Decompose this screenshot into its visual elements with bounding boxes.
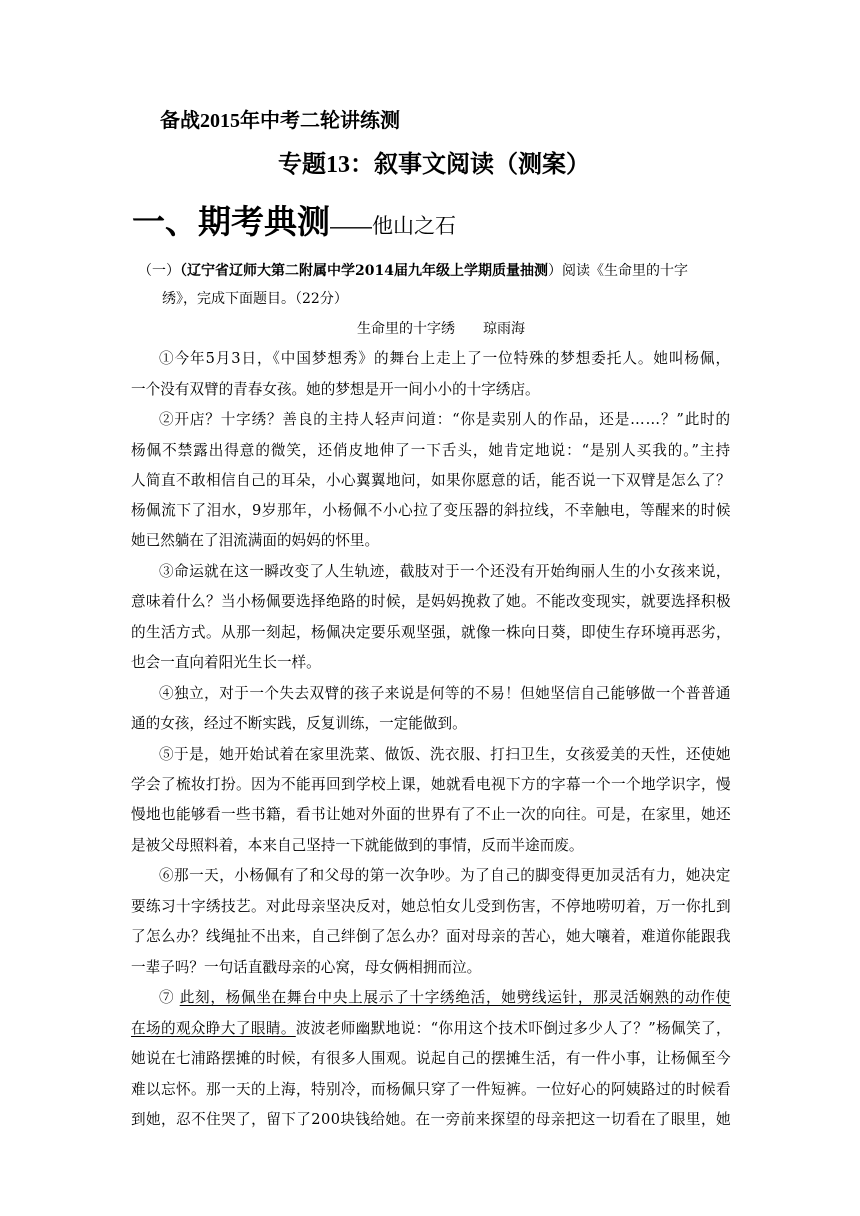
text-line: 的生活方式。从那一刻起，杨佩决定要乐观坚强，就像一株向日葵，即使生存环境再恶劣， [131,624,731,641]
text-line: 她说在七浦路摆摊的时候，有很多人围观。说起自己的摆摊生活，有一件小事，让杨佩至今 [131,1050,731,1067]
text-line: 杨佩不禁露出得意的微笑，还俏皮地伸了一下舌头，她肯定地说：“是别人买我的。”主持 [131,442,731,459]
para-number: ⑦ [159,989,175,1006]
text-line: ⑥那一天，小杨佩有了和父母的第一次争吵。为了自己的脚变得更加灵活有力，她决定 [159,867,731,884]
text-line [159,986,731,1007]
section-heading [132,196,456,243]
text-line: ⑤于是，她开始试着在家里洗菜、做饭、洗衣服、打扫卫生，女孩爱美的天性，还使她 [159,746,731,763]
text-line: 难以忘怀。那一天的上海，特别冷，而杨佩只穿了一件短裤。一位好心的阿姨路过的时候看 [131,1081,731,1098]
underlined-text: 在场的观众睁大了眼睛。 [131,1020,296,1037]
text-line: 学会了梳妆打扮。因为不能再回到学校上课，她就看电视下方的字幕一个一个地学识字，慢 [131,776,731,793]
article-title-line [357,318,525,338]
text-line: ④独立，对于一个失去双臂的孩子来说是何等的不易！但她坚信自己能够做一个普普通 [159,685,731,702]
text-line: 意味着什么？当小杨佩要选择绝路的时候，是妈妈挽救了她。不能改变现实，就要选择积极 [131,593,731,610]
section-main: 一、期考典测 [132,205,330,241]
article-author: 琼雨海 [483,321,525,337]
text-line: 杨佩流下了泪水，9岁那年，小杨佩不小心拉了变压器的斜拉线，不幸触电，等醒来的时候 [131,502,731,519]
text-line: 通的女孩，经过不断实践，反复训练，一定能做到。 [131,715,467,732]
question-source [138,260,688,280]
text-line: 到她，忍不住哭了，留下了200块钱给她。在一旁前来探望的母亲把这一切看在了眼里，她 [131,1111,731,1128]
text-line: 了怎么办？线绳扯不出来，自己绊倒了怎么办？面对母亲的苦心，她大嚷着，难道你能跟我 [131,928,731,945]
text-line [131,1017,731,1038]
article-title: 生命里的十字绣 [357,321,455,337]
text-line: 要练习十字绣技艺。对此母亲坚决反对，她总怕女儿受到伤害，不停地唠叨着，万一你扎到 [131,898,731,915]
underlined-text: 此刻，杨佩坐在舞台中央上展示了十字绣绝活，她劈线运针，那灵活娴熟的动作使 [179,989,731,1006]
text-line: 也会一直向着阳光生长一样。 [131,654,321,671]
section-sub: ——他山之石 [330,215,456,238]
doc-title: 备战2015年中考二轮讲练测 [160,110,400,132]
text-line: 她已然躺在了泪流满面的妈妈的怀里。 [131,532,380,549]
text-line: ①今年5月3日，《中国梦想秀》的舞台上走上了一位特殊的梦想委托人。她叫杨佩， [159,350,731,367]
text-line: 慢地也能够看一些书籍，看书让她对外面的世界有了不止一次的向往。可是，在家里，她还 [131,806,731,823]
question-number: （一） [138,263,180,279]
source-bold: （辽宁省辽师大第二附属中学2014届九年级上学期质量抽测 [180,263,548,279]
source-rest: ）阅读《生命里的十字 [547,263,688,279]
plain-text: 波波老师幽默地说：“你用这个技术吓倒过多少人了？”杨佩笑了， [295,1020,731,1037]
doc-subtitle: 专题13：叙事文阅读（测案） [278,152,590,178]
question-instruction: 绣》，完成下面题目。（22分） [162,291,348,307]
text-line: ②开店？十字绣？善良的主持人轻声问道：“你是卖别人的作品，还是……？”此时的 [159,411,731,428]
text-line: 一个没有双臂的青春女孩。她的梦想是开一间小小的十字绣店。 [131,381,540,398]
text-line: ③命运就在这一瞬改变了人生轨迹，截肢对于一个还没有开始绚丽人生的小女孩来说， [159,563,731,580]
text-line: 人简直不敢相信自己的耳朵，小心翼翼地问，如果你愿意的话，能否说一下双臂是怎么了？ [131,472,731,489]
text-line: 一辈子吗？一句话直戳母亲的心窝，母女俩相拥而泣。 [131,959,482,976]
text-line: 是被父母照料着，本来自己坚持一下就能做到的事情，反而半途而废。 [131,837,584,854]
